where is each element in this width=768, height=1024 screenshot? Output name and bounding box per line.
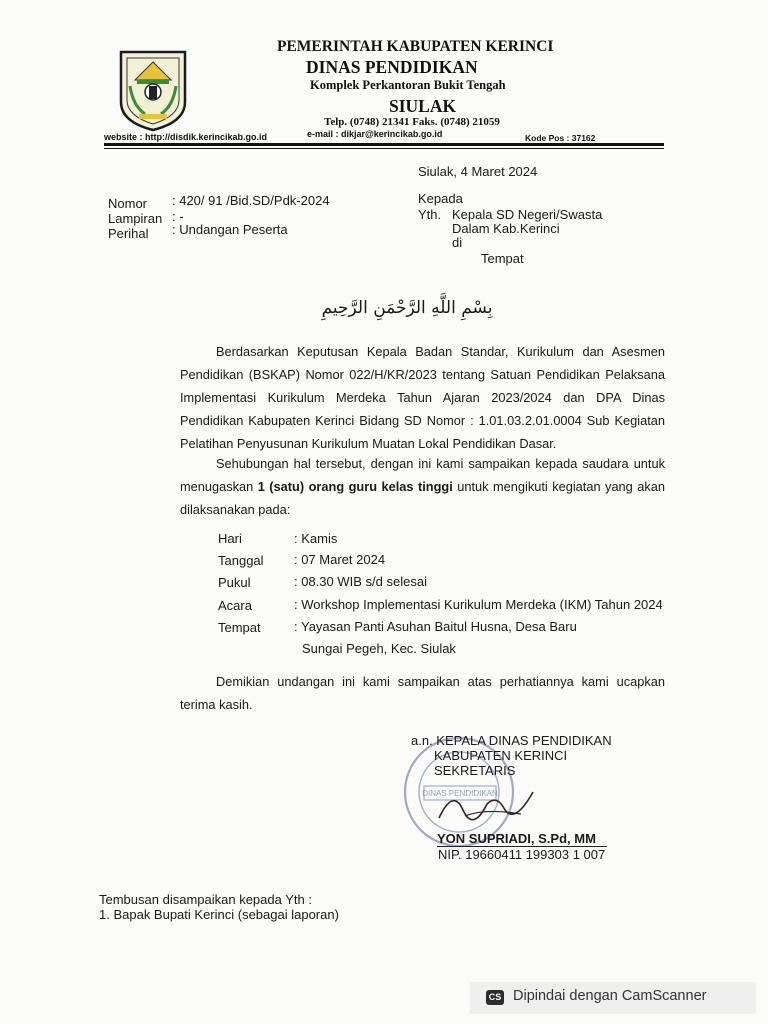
- schedule-label-pukul: Pukul: [218, 575, 251, 590]
- letterhead-divider-thick: [104, 143, 664, 146]
- stamp-text: DINAS PENDIDIKAN: [422, 789, 498, 798]
- schedule-label-acara: Acara: [218, 598, 252, 613]
- perihal-value: : Undangan Peserta: [172, 222, 288, 237]
- letterhead-city: SIULAK: [389, 96, 457, 116]
- letter-date: Siulak, 4 Maret 2024: [418, 164, 538, 179]
- schedule-value-pukul: : 08.30 WIB s/d selesai: [294, 574, 427, 589]
- letterhead-postcode: Kode Pos : 37162: [525, 133, 596, 143]
- signature-on-behalf: a.n. KEPALA DINAS PENDIDIKAN: [411, 733, 612, 748]
- letterhead-website[interactable]: website : http://disdik.kerincikab.go.id: [104, 132, 268, 142]
- schedule-value-tanggal: : 07 Maret 2024: [294, 552, 386, 567]
- recipient-line4: Tempat: [481, 251, 524, 266]
- recipient-line1: Kepala SD Negeri/Swasta: [452, 207, 603, 222]
- paragraph-request-text-c: untuk mengikuti kegiatan yang akan dilaksanakan pada:: [180, 479, 665, 517]
- schedule-value-tempat-line2: Sungai Pegeh, Kec. Siulak: [302, 641, 456, 656]
- letterhead-department: DINAS PENDIDIKAN: [306, 57, 478, 77]
- schedule-label-tempat: Tempat: [218, 620, 261, 635]
- tembusan-item-1: 1. Bapak Bupati Kerinci (sebagai laporan): [99, 907, 339, 922]
- lampiran-value: : -: [172, 209, 184, 224]
- letterhead-divider-thin: [104, 148, 664, 149]
- schedule-value-tempat: : Yayasan Panti Asuhan Baitul Husna, Desa Baru: [294, 619, 577, 634]
- recipient-kepada: Kepada: [418, 191, 463, 206]
- paragraph-request: [180, 452, 665, 521]
- signatory-nip: NIP. 19660411 199303 1 007: [438, 847, 606, 862]
- perihal-label: Perihal: [108, 226, 149, 241]
- signature-position: SEKRETARIS: [434, 763, 516, 778]
- letterhead-email[interactable]: e-mail : dikjar@kerincikab.go.id: [307, 129, 443, 139]
- schedule-label-tanggal: Tanggal: [218, 553, 264, 568]
- signatory-name: YON SUPRIADI, S.Pd, MM: [437, 831, 596, 846]
- schedule-label-hari: Hari: [218, 531, 242, 546]
- basmalah-calligraphy: بِسْمِ اللَّهِ الرَّحْمَنِ الرَّحِيمِ: [321, 298, 493, 318]
- recipient-yth: Yth.: [418, 207, 442, 222]
- signature-regency: KABUPATEN KERINCI: [434, 748, 568, 763]
- schedule-value-hari: : Kamis: [294, 531, 338, 546]
- tembusan-title: Tembusan disampaikan kepada Yth :: [99, 892, 312, 907]
- letterhead-government: PEMERINTAH KABUPATEN KERINCI: [277, 38, 554, 55]
- kerinci-emblem-logo: [113, 46, 193, 132]
- recipient-line2: Dalam Kab.Kerinci: [452, 221, 560, 236]
- cs-logo-icon: CS: [486, 990, 504, 1005]
- nomor-label: Nomor: [108, 196, 148, 211]
- camscanner-label: Dipindai dengan CamScanner: [513, 988, 707, 1004]
- letterhead-complex: Komplek Perkantoran Bukit Tengah: [310, 78, 506, 92]
- recipient-line3: di: [452, 235, 463, 250]
- paragraph-basis-text: Berdasarkan Keputusan Kepala Badan Standar, Kurikulum dan Asesmen Pendidikan (BSKAP) Nomor 022/H/KR/2023 tentang Satuan Pendidikan Pelaksana Implementasi Kurikulum Merdeka Tahun Ajaran 2023/2024 dan DPA Dinas Pendidikan Kabupaten Kerinci Bidang SD Nomor : 1.01.03.2.01.0004 Sub Kegiatan Pelatihan Penyusunan Kurikulum Muatan Lokal Pendidikan Dasar.: [180, 344, 665, 451]
- paragraph-request-text-a: Sehubungan hal tersebut, dengan ini kami sampaikan kepada saudara untuk menugaskan: [180, 456, 665, 494]
- paragraph-basis: [180, 340, 665, 455]
- handwritten-signature: [435, 780, 545, 830]
- paragraph-closing: [180, 670, 665, 716]
- nomor-value: : 420/ 91 /Bid.SD/Pdk-2024: [172, 193, 330, 208]
- schedule-value-acara: : Workshop Implementasi Kurikulum Merdeka (IKM) Tahun 2024: [294, 597, 663, 612]
- lampiran-label: Lampiran: [108, 211, 163, 226]
- paragraph-request-emphasis: 1 (satu) orang guru kelas tinggi: [257, 479, 453, 494]
- letterhead-telp: Telp. (0748) 21341 Faks. (0748) 21059: [324, 116, 500, 128]
- paragraph-closing-text: Demikian undangan ini kami sampaikan atas perhatiannya kami ucapkan terima kasih.: [180, 674, 665, 712]
